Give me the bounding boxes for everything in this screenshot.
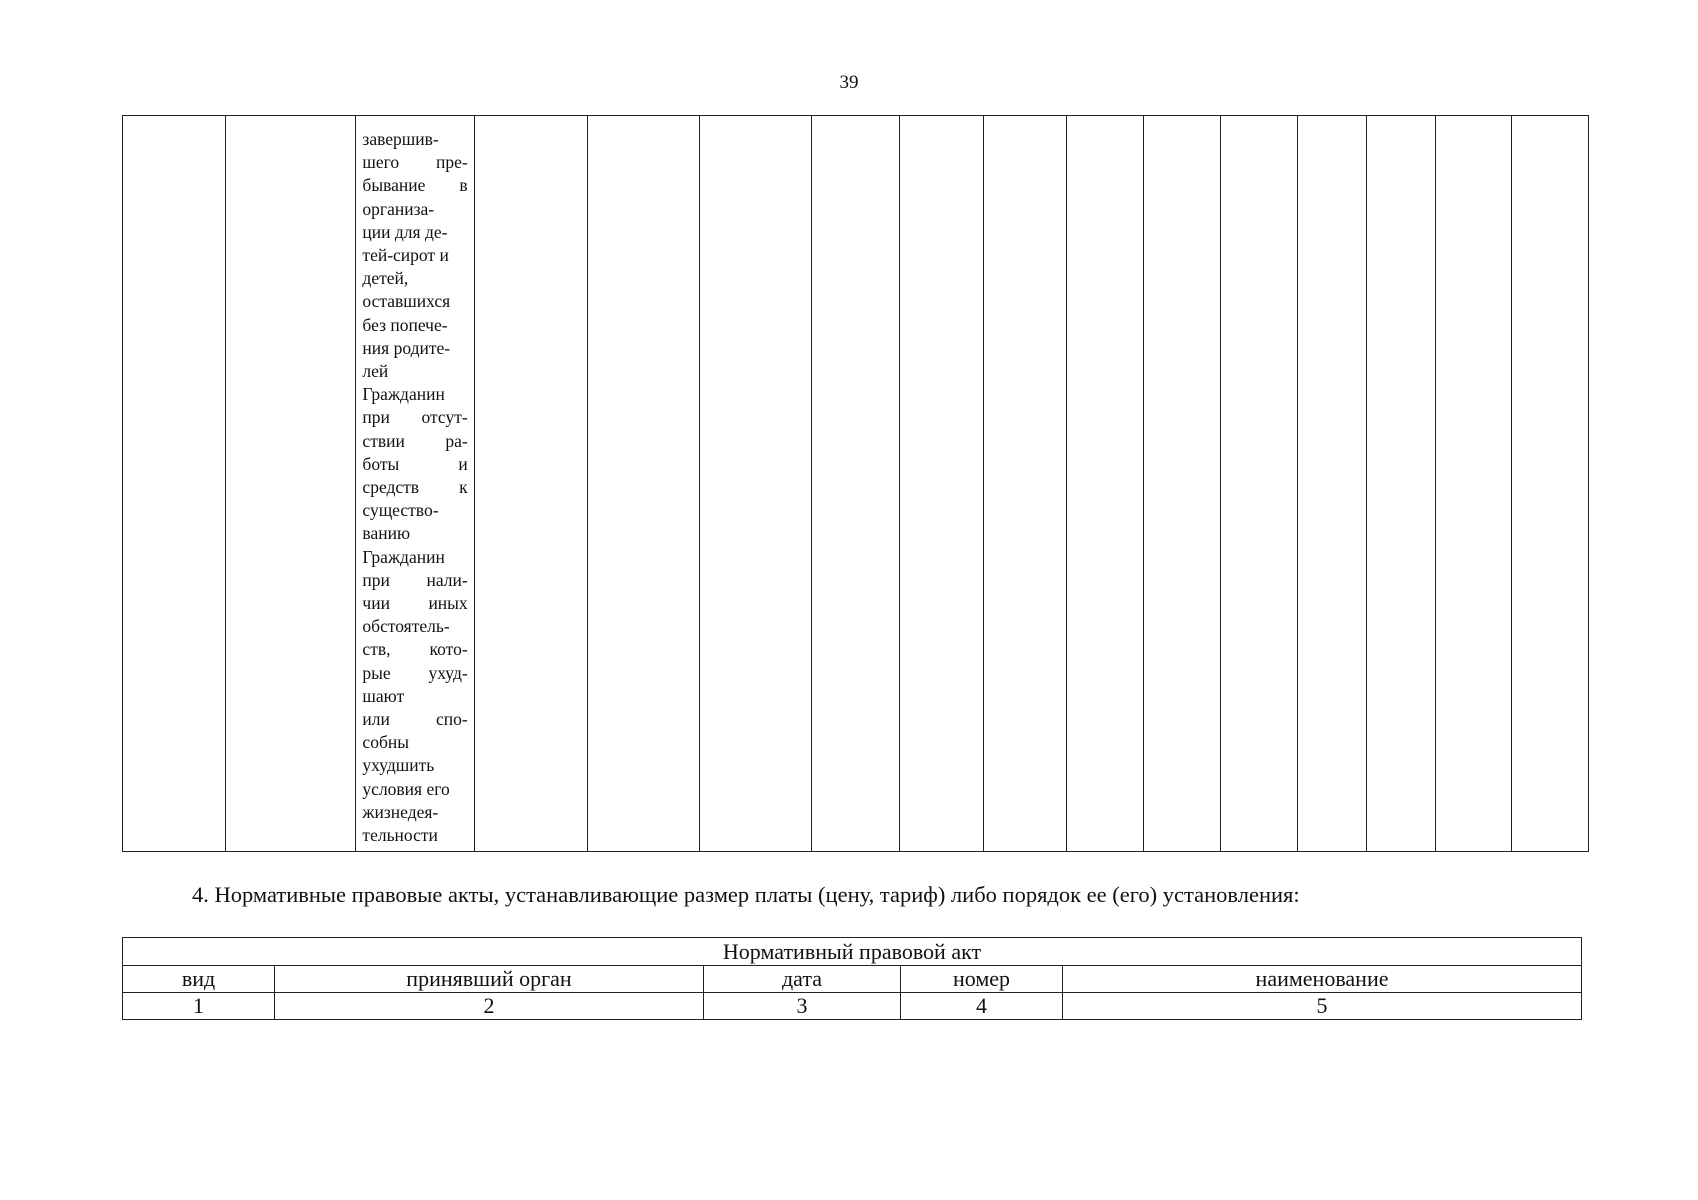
text-line [362, 244, 467, 267]
text-word: при [362, 407, 390, 428]
text-line [362, 453, 467, 476]
legal-acts-table [122, 937, 1582, 1020]
table-cell [225, 116, 356, 852]
table-cell [587, 116, 699, 852]
table-cell [1436, 116, 1512, 852]
table-cell [1512, 116, 1589, 852]
text-word: существо- [362, 500, 439, 521]
table-cell [984, 116, 1067, 852]
text-word: пре- [435, 152, 468, 173]
table-cell [1220, 116, 1298, 852]
text-word: Гражданин [362, 546, 445, 567]
text-word: ния родите- [362, 337, 451, 358]
text-line [362, 314, 467, 337]
text-word: жизнедея- [362, 801, 439, 822]
text-line [362, 708, 467, 731]
section-heading: 4. Нормативные правовые акты, устанавливающие размер платы (цену, тариф) либо порядок ее (его) установления: [192, 882, 1300, 907]
text-word: иных [428, 593, 468, 614]
text-word: условия его [362, 778, 450, 799]
text-line [362, 360, 467, 383]
text-word: ухуд- [428, 662, 468, 683]
table-row [123, 116, 1589, 852]
text-word: рые [362, 662, 391, 683]
table-cell [1143, 116, 1220, 852]
category-description-text [362, 128, 467, 847]
category-description-cell [356, 116, 474, 852]
text-line [362, 754, 467, 777]
text-word: кото- [429, 639, 468, 660]
text-word: чии [362, 593, 390, 614]
text-word: отсут- [421, 407, 468, 428]
text-word: ствии [362, 430, 405, 451]
text-line [362, 174, 467, 197]
text-word: без попече- [362, 314, 448, 335]
text-line [362, 615, 467, 638]
table-cell [1067, 116, 1144, 852]
text-line [362, 221, 467, 244]
text-word: и [458, 453, 468, 474]
column-number: 2 [275, 993, 704, 1020]
text-word: обстоятель- [362, 616, 450, 637]
table-cell [699, 116, 811, 852]
text-line [362, 824, 467, 847]
text-line [362, 731, 467, 754]
text-line [362, 522, 467, 545]
text-line [362, 569, 467, 592]
text-line [362, 638, 467, 661]
text-line [362, 128, 467, 151]
text-word: бывание [362, 175, 426, 196]
text-line [362, 662, 467, 685]
text-word: Гражданин [362, 384, 445, 405]
column-number: 3 [704, 993, 901, 1020]
text-word: ухудшить [362, 755, 435, 776]
text-word: нали- [426, 569, 468, 590]
text-word: в [459, 175, 468, 196]
column-number: 4 [901, 993, 1063, 1020]
text-word: детей, [362, 268, 409, 289]
table-cell [1298, 116, 1366, 852]
table-cell [900, 116, 984, 852]
text-line [362, 151, 467, 174]
text-line [362, 267, 467, 290]
table-title-row [123, 938, 1582, 966]
text-word: оставшихся [362, 291, 451, 312]
text-line [362, 198, 467, 221]
column-header-number: номер [901, 966, 1063, 993]
text-word: к [459, 477, 468, 498]
text-word: ванию [362, 523, 411, 544]
text-line [362, 685, 467, 708]
column-header-issuing-body: принявший орган [275, 966, 704, 993]
text-word: завершив- [362, 129, 439, 149]
text-line [362, 801, 467, 824]
text-line [362, 499, 467, 522]
text-line [362, 592, 467, 615]
text-word: при [362, 569, 390, 590]
table-cell [1366, 116, 1436, 852]
text-line [362, 383, 467, 406]
text-word: средств [362, 477, 420, 498]
text-line [362, 546, 467, 569]
column-number-row [123, 993, 1582, 1020]
column-header-type: вид [123, 966, 275, 993]
text-word: шают [362, 685, 405, 706]
page-number: 39 [839, 72, 859, 93]
text-word: тей-сирот и [362, 245, 449, 266]
column-number: 1 [123, 993, 275, 1020]
text-line [362, 778, 467, 801]
column-number: 5 [1063, 993, 1582, 1020]
text-word: ции для де- [362, 221, 448, 242]
text-word: спо- [435, 709, 468, 730]
column-header-date: дата [704, 966, 901, 993]
text-word: или [362, 709, 390, 730]
column-header-name: наименование [1063, 966, 1582, 993]
text-line [362, 406, 467, 429]
continued-table [122, 115, 1589, 852]
text-word: лей [362, 361, 389, 382]
text-line [362, 476, 467, 499]
text-word: шего [362, 152, 400, 173]
column-header-row [123, 966, 1582, 993]
text-line [362, 430, 467, 453]
text-word: ра- [445, 430, 468, 451]
table-cell [811, 116, 899, 852]
table-cell [474, 116, 587, 852]
text-word: ств, [362, 639, 391, 660]
text-word: тельности [362, 825, 438, 846]
table-cell [123, 116, 226, 852]
text-line [362, 290, 467, 313]
text-line [362, 337, 467, 360]
text-word: боты [362, 453, 400, 474]
text-word: собны [362, 732, 409, 753]
table-title: Нормативный правовой акт [123, 938, 1582, 966]
text-word: организа- [362, 198, 435, 219]
